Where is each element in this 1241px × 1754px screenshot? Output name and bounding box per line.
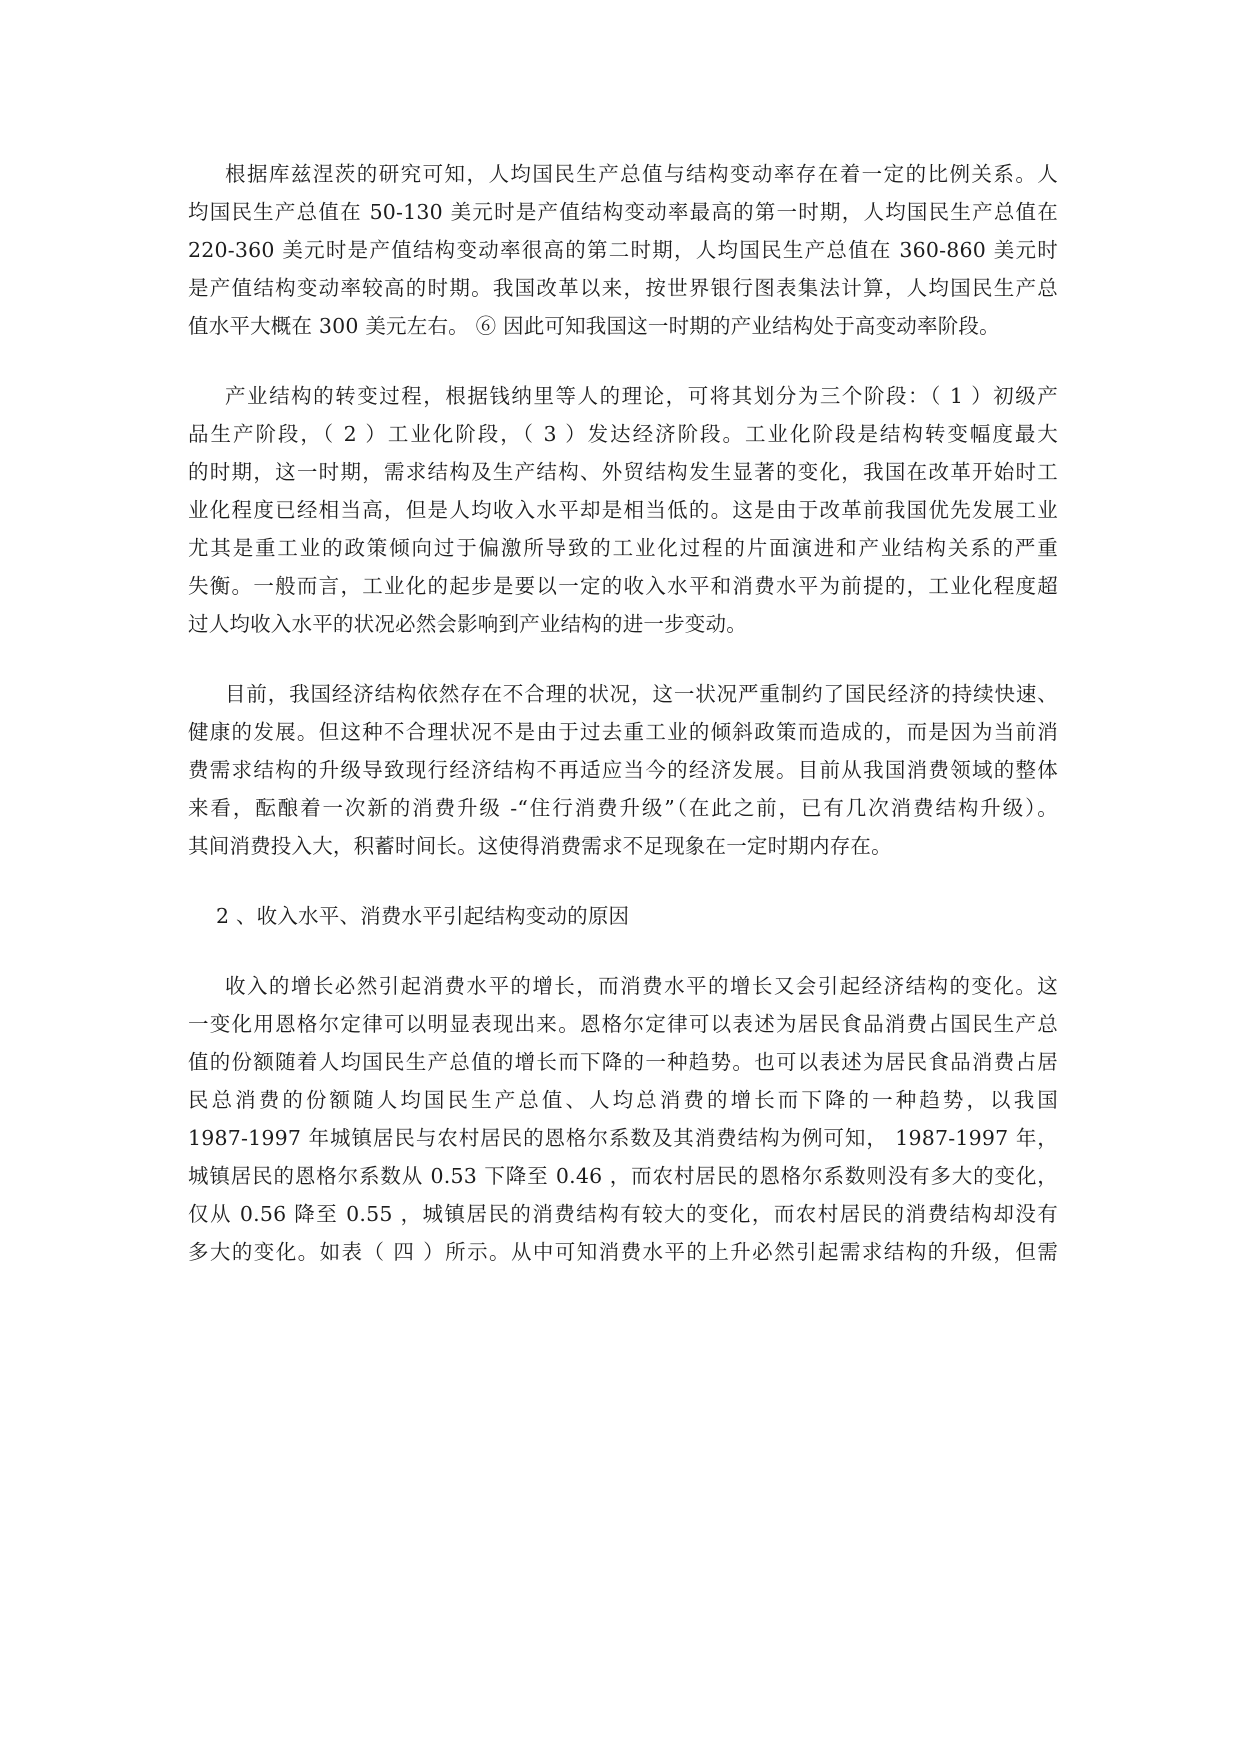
section-heading xyxy=(188,897,1058,935)
paragraph-kuznets xyxy=(188,155,1058,345)
paragraph-current-structure xyxy=(188,675,1058,865)
text-line: 产业结构的转变过程，根据钱纳里等人的理论，可将其划分为三个阶段：（ 1 ）初级产 xyxy=(225,384,1058,408)
text-line: 均国民生产总值在 50-130 美元时是产值结构变动率最高的第一时期，人均国民生产总值在 xyxy=(188,200,1058,224)
text-line: 1987-1997 年城镇居民与农村居民的恩格尔系数及其消费结构为例可知， 1987-1997 年， xyxy=(188,1126,1058,1150)
text-line: 业化程度已经相当高，但是人均收入水平却是相当低的。这是由于改革前我国优先发展工业 xyxy=(188,498,1058,522)
section-heading-text: 2 、收入水平、消费水平引起结构变动的原因 xyxy=(216,904,630,928)
paragraph-chenery-stages xyxy=(188,377,1058,643)
text-line: 城镇居民的恩格尔系数从 0.53 下降至 0.46 ，而农村居民的恩格尔系数则没有多大的变化， xyxy=(188,1164,1058,1188)
text-line: 目前，我国经济结构依然存在不合理的状况，这一状况严重制约了国民经济的持续快速、 xyxy=(225,682,1058,706)
text-line: 费需求结构的升级导致现行经济结构不再适应当今的经济发展。目前从我国消费领域的整体 xyxy=(188,758,1058,782)
text-line: 失衡。一般而言，工业化的起步是要以一定的收入水平和消费水平为前提的，工业化程度超 xyxy=(188,574,1058,598)
text-line: 根据库兹涅茨的研究可知，人均国民生产总值与结构变动率存在着一定的比例关系。人 xyxy=(225,162,1058,186)
text-line: 过人均收入水平的状况必然会影响到产业结构的进一步变动。 xyxy=(188,612,747,636)
text-line: 仅从 0.56 降至 0.55 ，城镇居民的消费结构有较大的变化，而农村居民的消费结构却没有 xyxy=(188,1202,1058,1226)
text-line: 是产值结构变动率较高的时期。我国改革以来，按世界银行图表集法计算，人均国民生产总 xyxy=(188,276,1058,300)
text-line: 220-360 美元时是产值结构变动率很高的第二时期，人均国民生产总值在 360-860 美元时 xyxy=(188,238,1058,262)
text-line: 品生产阶段，（ 2 ）工业化阶段，（ 3 ）发达经济阶段。工业化阶段是结构转变幅度最大 xyxy=(188,422,1058,446)
text-line: 的时期，这一时期，需求结构及生产结构、外贸结构发生显著的变化，我国在改革开始时工 xyxy=(188,460,1058,484)
text-line: 尤其是重工业的政策倾向过于偏激所导致的工业化过程的片面演进和产业结构关系的严重 xyxy=(188,536,1058,560)
text-line: 一变化用恩格尔定律可以明显表现出来。恩格尔定律可以表述为居民食品消费占国民生产总 xyxy=(188,1012,1058,1036)
document-body xyxy=(188,155,1058,1303)
text-line: 其间消费投入大，积蓄时间长。这使得消费需求不足现象在一定时期内存在。 xyxy=(188,834,892,858)
paragraph-engel-law xyxy=(188,967,1058,1271)
text-line: 健康的发展。但这种不合理状况不是由于过去重工业的倾斜政策而造成的，而是因为当前消 xyxy=(188,720,1058,744)
text-line: 民总消费的份额随人均国民生产总值、人均总消费的增长而下降的一种趋势，以我国 xyxy=(188,1088,1058,1112)
text-line: 值水平大概在 300 美元左右。 ⑥ 因此可知我国这一时期的产业结构处于高变动率阶段。 xyxy=(188,314,1000,338)
text-line: 收入的增长必然引起消费水平的增长，而消费水平的增长又会引起经济结构的变化。这 xyxy=(225,974,1058,998)
text-line: 多大的变化。如表（ 四 ）所示。从中可知消费水平的上升必然引起需求结构的升级，但需 xyxy=(188,1240,1058,1264)
text-line: 值的份额随着人均国民生产总值的增长而下降的一种趋势。也可以表述为居民食品消费占居 xyxy=(188,1050,1058,1074)
text-line: 来看，酝酿着一次新的消费升级 -“住行消费升级”（在此之前，已有几次消费结构升级）。 xyxy=(188,796,1058,820)
